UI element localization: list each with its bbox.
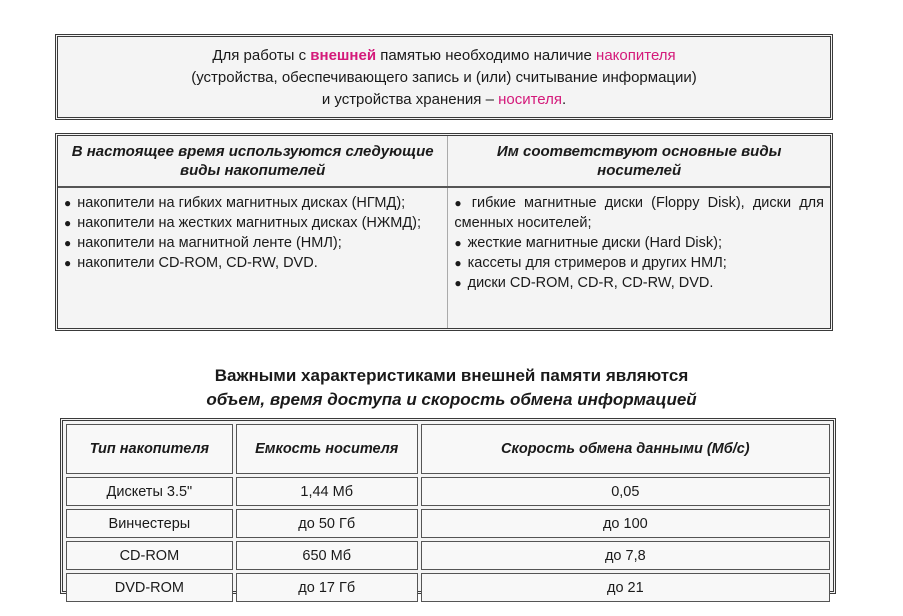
storage-table: [58, 136, 830, 328]
intro-text: .: [562, 91, 567, 108]
list-item: ● накопители CD-ROM, CD-RW, DVD.: [64, 255, 318, 271]
intro-text: Для работы с: [212, 47, 311, 64]
column-header-type: Тип накопителя: [66, 424, 233, 474]
table-cell: до 7,8: [421, 541, 830, 570]
table-cell: 1,44 Мб: [236, 477, 418, 506]
characteristics-heading: [0, 364, 903, 412]
list-item: ● накопители на гибких магнитных дисках (НГМД);: [64, 195, 406, 211]
bullet-icon: ●: [64, 196, 72, 210]
characteristics-table: [63, 421, 833, 605]
bullet-icon: ●: [454, 196, 466, 210]
table-row: [66, 541, 830, 570]
table-cell: до 100: [421, 509, 830, 538]
list-item: ● кассеты для стримеров и других НМЛ;: [454, 255, 727, 271]
drives-list: [64, 193, 441, 273]
bullet-icon: ●: [64, 216, 72, 230]
list-item: ● накопители на магнитной ленте (НМЛ);: [64, 235, 342, 251]
highlight-external: внешней: [310, 47, 377, 64]
table-cell: до 50 Гб: [236, 509, 418, 538]
drives-header: В настоящее время используются следующие виды накопителей: [58, 136, 448, 187]
intro-text: памятью необходимо наличие: [376, 47, 597, 64]
table-row: [66, 477, 830, 506]
column-header-capacity: Емкость носителя: [236, 424, 418, 474]
intro-text: и устройства хранения –: [321, 91, 499, 108]
table-row: [66, 509, 830, 538]
intro-box: [55, 34, 833, 120]
bullet-icon: ●: [454, 236, 462, 250]
bullet-icon: ●: [64, 236, 72, 250]
media-list-cell: [448, 187, 830, 328]
bullet-icon: ●: [64, 256, 72, 270]
drives-list-cell: [58, 187, 448, 328]
list-item: ● жесткие магнитные диски (Hard Disk);: [454, 235, 723, 251]
table-cell: до 21: [421, 573, 830, 602]
table-cell: DVD-ROM: [66, 573, 233, 602]
highlight-medium: носителя: [498, 91, 563, 108]
bullet-icon: ●: [454, 276, 462, 290]
table-cell: до 17 Гб: [236, 573, 418, 602]
list-item: ● гибкие магнитные диски (Floppy Disk), диски для сменных носителей;: [454, 195, 824, 231]
media-list: [454, 193, 824, 293]
intro-line-2: (устройства, обеспечивающего запись и (или) считывание информации): [191, 69, 697, 86]
list-item: ● накопители на жестких магнитных дисках (НЖМД);: [64, 215, 422, 231]
column-header-speed: Скорость обмена данными (Мб/с): [421, 424, 830, 474]
intro-line-1: [58, 45, 830, 67]
table-row: [66, 573, 830, 602]
media-header: Им соответствуют основные виды носителей: [448, 136, 830, 187]
table-cell: Винчестеры: [66, 509, 233, 538]
heading-line-1: Важными характеристиками внешней памяти являются: [214, 366, 689, 385]
table-cell: 0,05: [421, 477, 830, 506]
table-cell: CD-ROM: [66, 541, 233, 570]
intro-line-3: [58, 89, 830, 111]
table-cell: Дискеты 3.5": [66, 477, 233, 506]
table-cell: 650 Мб: [236, 541, 418, 570]
storage-types-table: [55, 133, 833, 331]
list-item: ● диски CD-ROM, CD-R, CD-RW, DVD.: [454, 275, 714, 291]
characteristics-table-box: [60, 418, 836, 594]
heading-line-2: объем, время доступа и скорость обмена информацией: [206, 390, 697, 409]
bullet-icon: ●: [454, 256, 462, 270]
highlight-drive: накопителя: [596, 47, 676, 64]
